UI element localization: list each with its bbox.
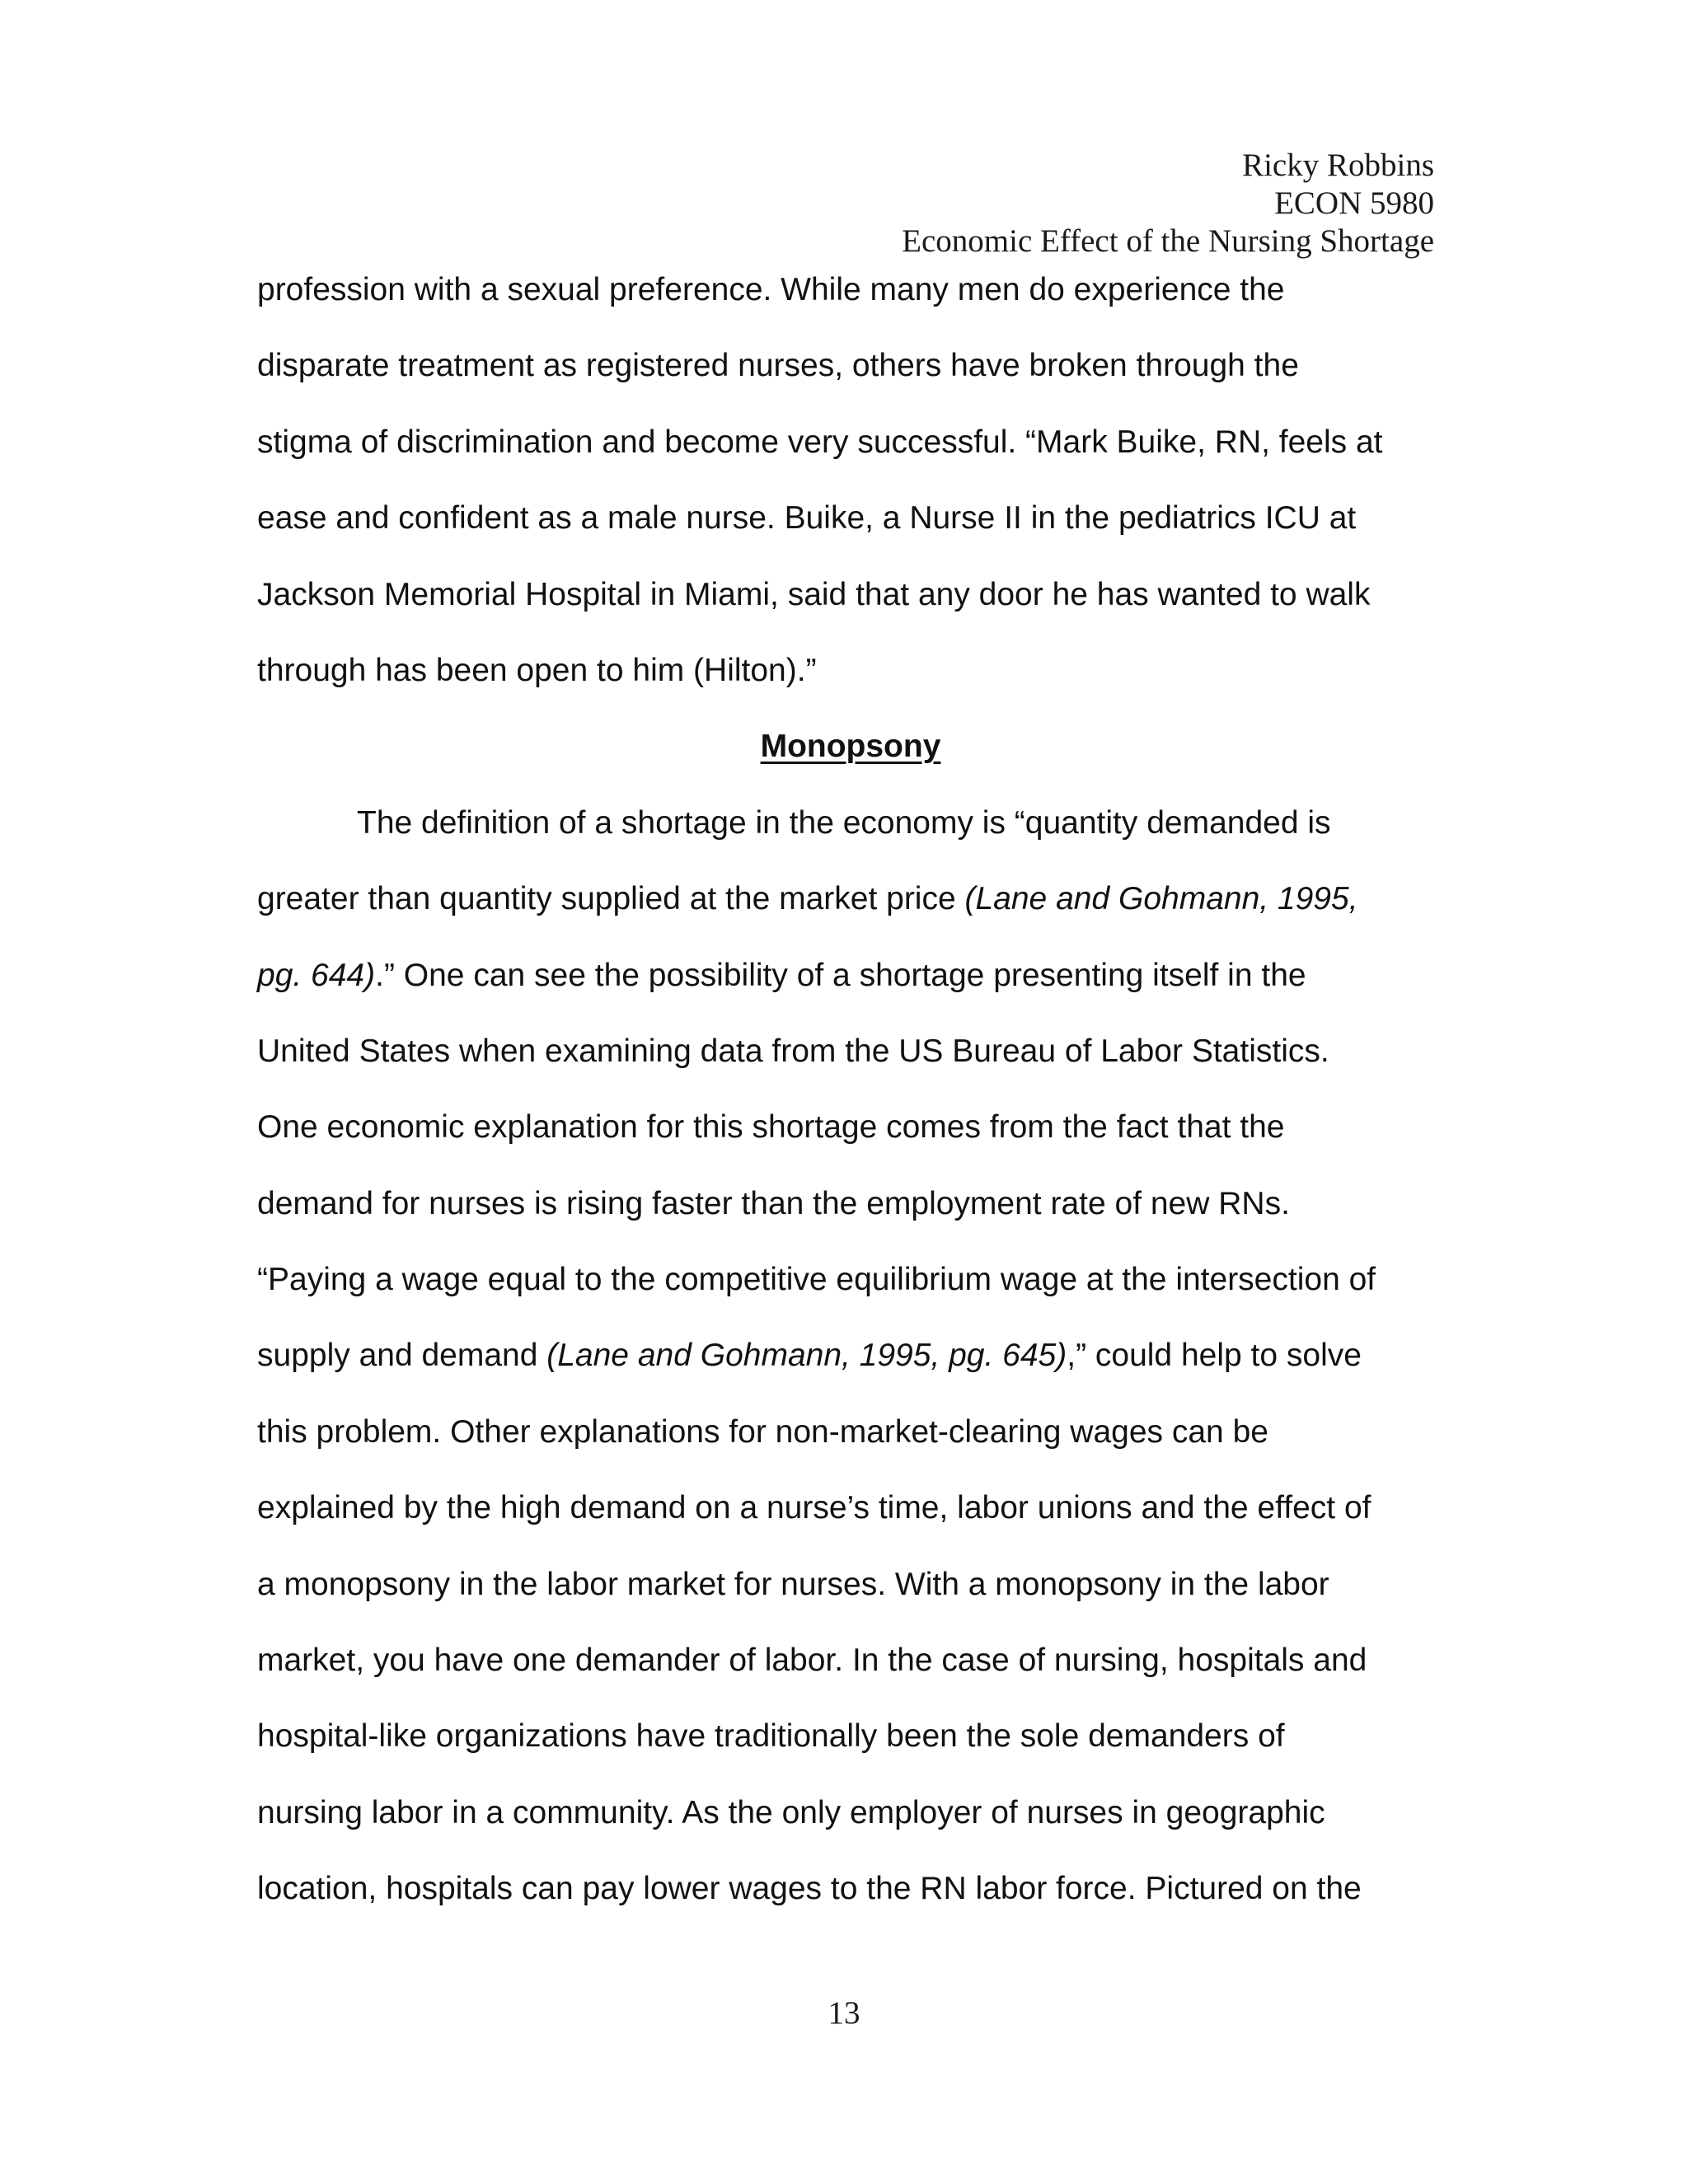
text-line — [257, 938, 1444, 1014]
text-line: explained by the high demand on a nurse’s time, labor unions and the effect of — [257, 1490, 1372, 1526]
text-line — [257, 1318, 1444, 1394]
text-line: United States when examining data from the US Bureau of Labor Statistics. — [257, 1033, 1329, 1069]
text-line: stigma of discrimination and become very successful. “Mark Buike, RN, feels at — [257, 424, 1383, 460]
text-line: One economic explanation for this shortage comes from the fact that the — [257, 1109, 1285, 1146]
text-line: market, you have one demander of labor. In the case of nursing, hospitals and — [257, 1643, 1367, 1679]
text-line: Jackson Memorial Hospital in Miami, said that any door he has wanted to walk — [257, 576, 1371, 612]
page-number: 13 — [828, 1995, 860, 2031]
citation: pg. 644) — [257, 957, 376, 993]
text-line: hospital-like organizations have traditionally been the sole demanders of — [257, 1718, 1285, 1755]
text-segment: supply and demand — [257, 1338, 547, 1374]
header-title: Economic Effect of the Nursing Shortage — [902, 223, 1434, 259]
header-course: ECON 5980 — [1274, 185, 1434, 221]
text-line: The definition of a shortage in the economy is “quantity demanded is — [357, 804, 1331, 841]
header-author: Ricky Robbins — [1242, 148, 1434, 183]
text-line: a monopsony in the labor market for nurses. With a monopsony in the labor — [257, 1566, 1329, 1602]
text-segment: greater than quantity supplied at the market price — [257, 881, 965, 917]
section-heading-text: Monopsony — [760, 729, 941, 765]
text-line: “Paying a wage equal to the competitive equilibrium wage at the intersection of — [257, 1262, 1376, 1298]
body-text — [257, 252, 1444, 1928]
text-line: profession with a sexual preference. While many men do experience the — [257, 272, 1285, 307]
text-line: disparate treatment as registered nurses, others have broken through the — [257, 348, 1299, 384]
text-segment: .” One can see the possibility of a shortage presenting itself in the — [375, 957, 1306, 993]
section-heading — [257, 709, 1444, 785]
text-line: through has been open to him (Hilton).” — [257, 652, 817, 688]
running-header — [902, 147, 1434, 260]
citation: (Lane and Gohmann, 1995, pg. 645) — [546, 1338, 1067, 1374]
text-segment: ,” could help to solve — [1067, 1338, 1362, 1374]
text-line: location, hospitals can pay lower wages to the RN labor force. Pictured on the — [257, 1871, 1362, 1907]
text-line: nursing labor in a community. As the only employer of nurses in geographic — [257, 1794, 1325, 1830]
text-line: this problem. Other explanations for non-market-clearing wages can be — [257, 1413, 1268, 1450]
citation: (Lane and Gohmann, 1995, — [964, 881, 1358, 917]
text-line: demand for nurses is rising faster than the employment rate of new RNs. — [257, 1185, 1290, 1221]
text-line — [257, 861, 1444, 937]
text-line: ease and confident as a male nurse. Buike, a Nurse II in the pediatrics ICU at — [257, 500, 1357, 537]
